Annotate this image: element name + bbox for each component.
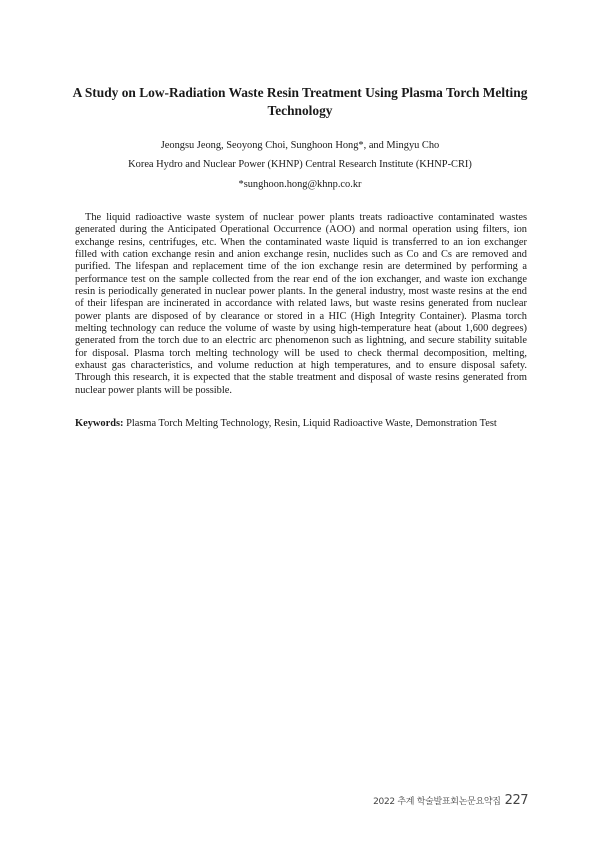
abstract-text: The liquid radioactive waste system of nuclear power plants treats radioactive contaminated wastes generated during the Anticipated Operational Occurrence (AOO) and normal operation using filters, ion exchange resins, centrifuges, etc. When the contaminated waste liquid is transferred to an ion exchanger filled with cation exchange resin and anion exchange resin, nuclides such as Co and Cs are removed and purified. The lifespan and replacement time of the ion exchange resin are determined by performing a performance test on the sample collected from the rear end of the ion exchanger, and waste ion exchange resin is periodically generated in nuclear power plants. In the general industry, most waste resins at the end of their lifespan are incinerated in accordance with related laws, but waste resins generated from nuclear power plants are disposed of by clearance or stored in a HIC (High Integrity Container). Plasma torch melting technology can reduce the volume of waste by using high-temperature heat (about 1,600 degrees) generated from the torch due to an electric arc phenomenon such as lightning, and secure stability suitable for disposal. Plasma torch melting technology will be used to check thermal decomposition, melting, exhaust gas characteristics, and volume reduction at high temperatures, and to ensure disposal safety. Through this research, it is expected that the stable treatment and disposal of waste resins generated from nuclear power plants will be possible. — [75, 212, 527, 396]
corresponding-email: *sunghoon.hong@khnp.co.kr — [238, 179, 362, 190]
paper-title: A Study on Low-Radiation Waste Resin Treatment Using Plasma Torch Melting Technology — [72, 85, 528, 118]
proceedings-title: 2022 추계 학술발표회논문요약집 — [373, 797, 501, 807]
affiliation: Korea Hydro and Nuclear Power (KHNP) Central Research Institute (KHNP-CRI) — [128, 159, 472, 170]
page-footer — [373, 789, 528, 808]
abstract-paragraph — [75, 212, 527, 397]
keywords-label: Keywords: — [75, 418, 124, 429]
page-number: 227 — [504, 793, 528, 808]
keywords-text: Plasma Torch Melting Technology, Resin, Liquid Radioactive Waste, Demonstration Test — [126, 418, 497, 429]
author-list: Jeongsu Jeong, Seoyong Choi, Sunghoon Hong*, and Mingyu Cho — [160, 140, 440, 151]
keywords-line — [75, 417, 535, 430]
